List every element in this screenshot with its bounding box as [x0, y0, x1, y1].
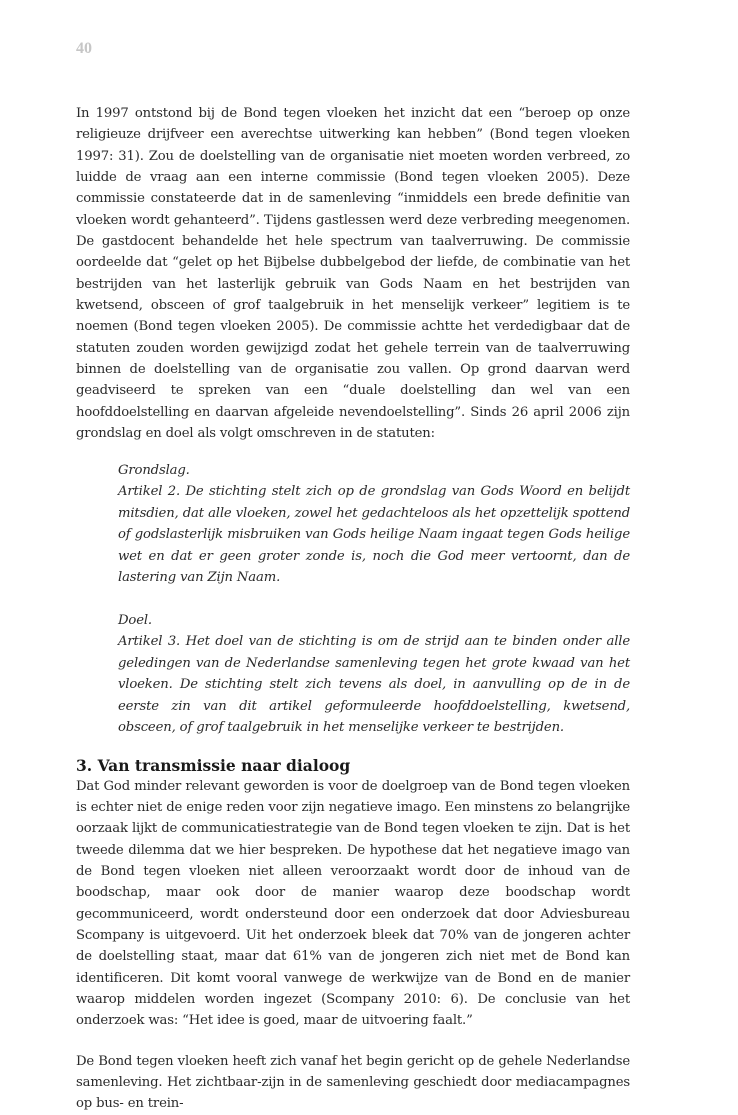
document-body — [76, 103, 630, 1115]
intro-paragraph: In 1997 ontstond bij de Bond tegen vloeken het inzicht dat een “beroep op onze religieuze drijfveer een averechtse uitwerking kan hebben” (Bond tegen vloeken 1997: 31). Zou de doelstelling van de organisatie niet moeten worden verbreed, zo luidde de vraag aan een interne commissie (Bond tegen vloeken 2005). Deze commissie constateerde dat in de samenleving “inmiddels een brede definitie van vloeken wordt gehanteerd”. Tijdens gastlessen werd deze verbreding meegenomen. De gastdocent behandelde het hele spectrum van taalverruwing. De commissie oordeelde dat “gelet op het Bijbelse dubbelgebod der liefde, de combinatie van het bestrijden van het lasterlijk gebruik van Gods Naam en het bestrijden van kwetsend, obsceen of grof taalgebruik in het menselijk verkeer” legitiem is te noemen (Bond tegen vloeken 2005). De commissie achtte het verdedigbaar dat de statuten zouden worden gewijzigd zodat het gehele terrein van de taalverruwing binnen de doelstelling van de organisatie zou vallen. Op grond daarvan werd geadviseerd te spreken van een “duale doelstelling dan wel van een hoofddoelstelling en daarvan afgeleide nevendoelstelling”. Sinds 26 april 2006 zijn grondslag en doel als volgt omschreven in de statuten: — [76, 106, 630, 442]
section-heading: 3. Van transmissie naar dialoog — [76, 755, 351, 775]
section-paragraph: Dat God minder relevant geworden is voor de doelgroep van de Bond tegen vloeken is echter niet de enige reden voor zijn negatieve imago. Een minstens zo belangrijke oorzaak lijkt de communicatiestrategie van de Bond tegen vloeken te zijn. Dat is het tweede dilemma dat we hier bespreken. De hypothese dat het negatieve imago van de Bond tegen vloeken niet alleen veroorzaakt wordt door de inhoud van de boodschap, maar ook door de manier waarop deze boodschap wordt gecommuniceerd, wordt ondersteund door een onderzoek dat door Adviesbureau Scompany is uitgevoerd. Uit het onderzoek bleek dat 70% van de jongeren achter de doelstelling staat, maar dat 61% van de jongeren zich niet met de Bond kan identificeren. Dit komt vooral vanwege de werkwijze van de Bond en de manier waarop middelen worden ingezet (Scompany 2010: 6). De conclusie van het onderzoek was: “Het idee is goed, maar de uitvoering faalt.” — [76, 778, 630, 1029]
page-number: 40 — [76, 40, 92, 57]
section-paragraph: De Bond tegen vloeken heeft zich vanaf het begin gericht op de gehele Nederlandse samenleving. Het zichtbaar-zijn in de samenleving geschiedt door mediacampagnes op bus- en trein- — [76, 1053, 630, 1112]
quote-doel-title: Doel. — [118, 612, 152, 628]
quote-grondslag-title: Grondslag. — [118, 462, 190, 478]
quote-doel-text: Artikel 3. Het doel van de stichting is om de strijd aan te binden onder alle geledingen van de Nederlandse samenleving tegen het grote kwaad van het vloeken. De stichting stelt zich tevens als doel, in aanvulling op de in de eerste zin van dit artikel geformuleerde hoofddoelstelling, kwetsend, obsceen, of grof taalgebruik in het menselijke verkeer te bestrijden. — [118, 634, 630, 735]
quote-grondslag-text: Artikel 2. De stichting stelt zich op de grondslag van Gods Woord en belijdt mitsdien, dat alle vloeken, zowel het gedachteloos als het opzettelijk spottend of godslasterlijk misbruiken van Gods heilige Naam ingaat tegen Gods heilige wet en dat er geen groter zonde is, noch die God meer vertoornt, dan de lastering van Zijn Naam. — [118, 484, 630, 585]
statutes-quote — [118, 460, 630, 739]
